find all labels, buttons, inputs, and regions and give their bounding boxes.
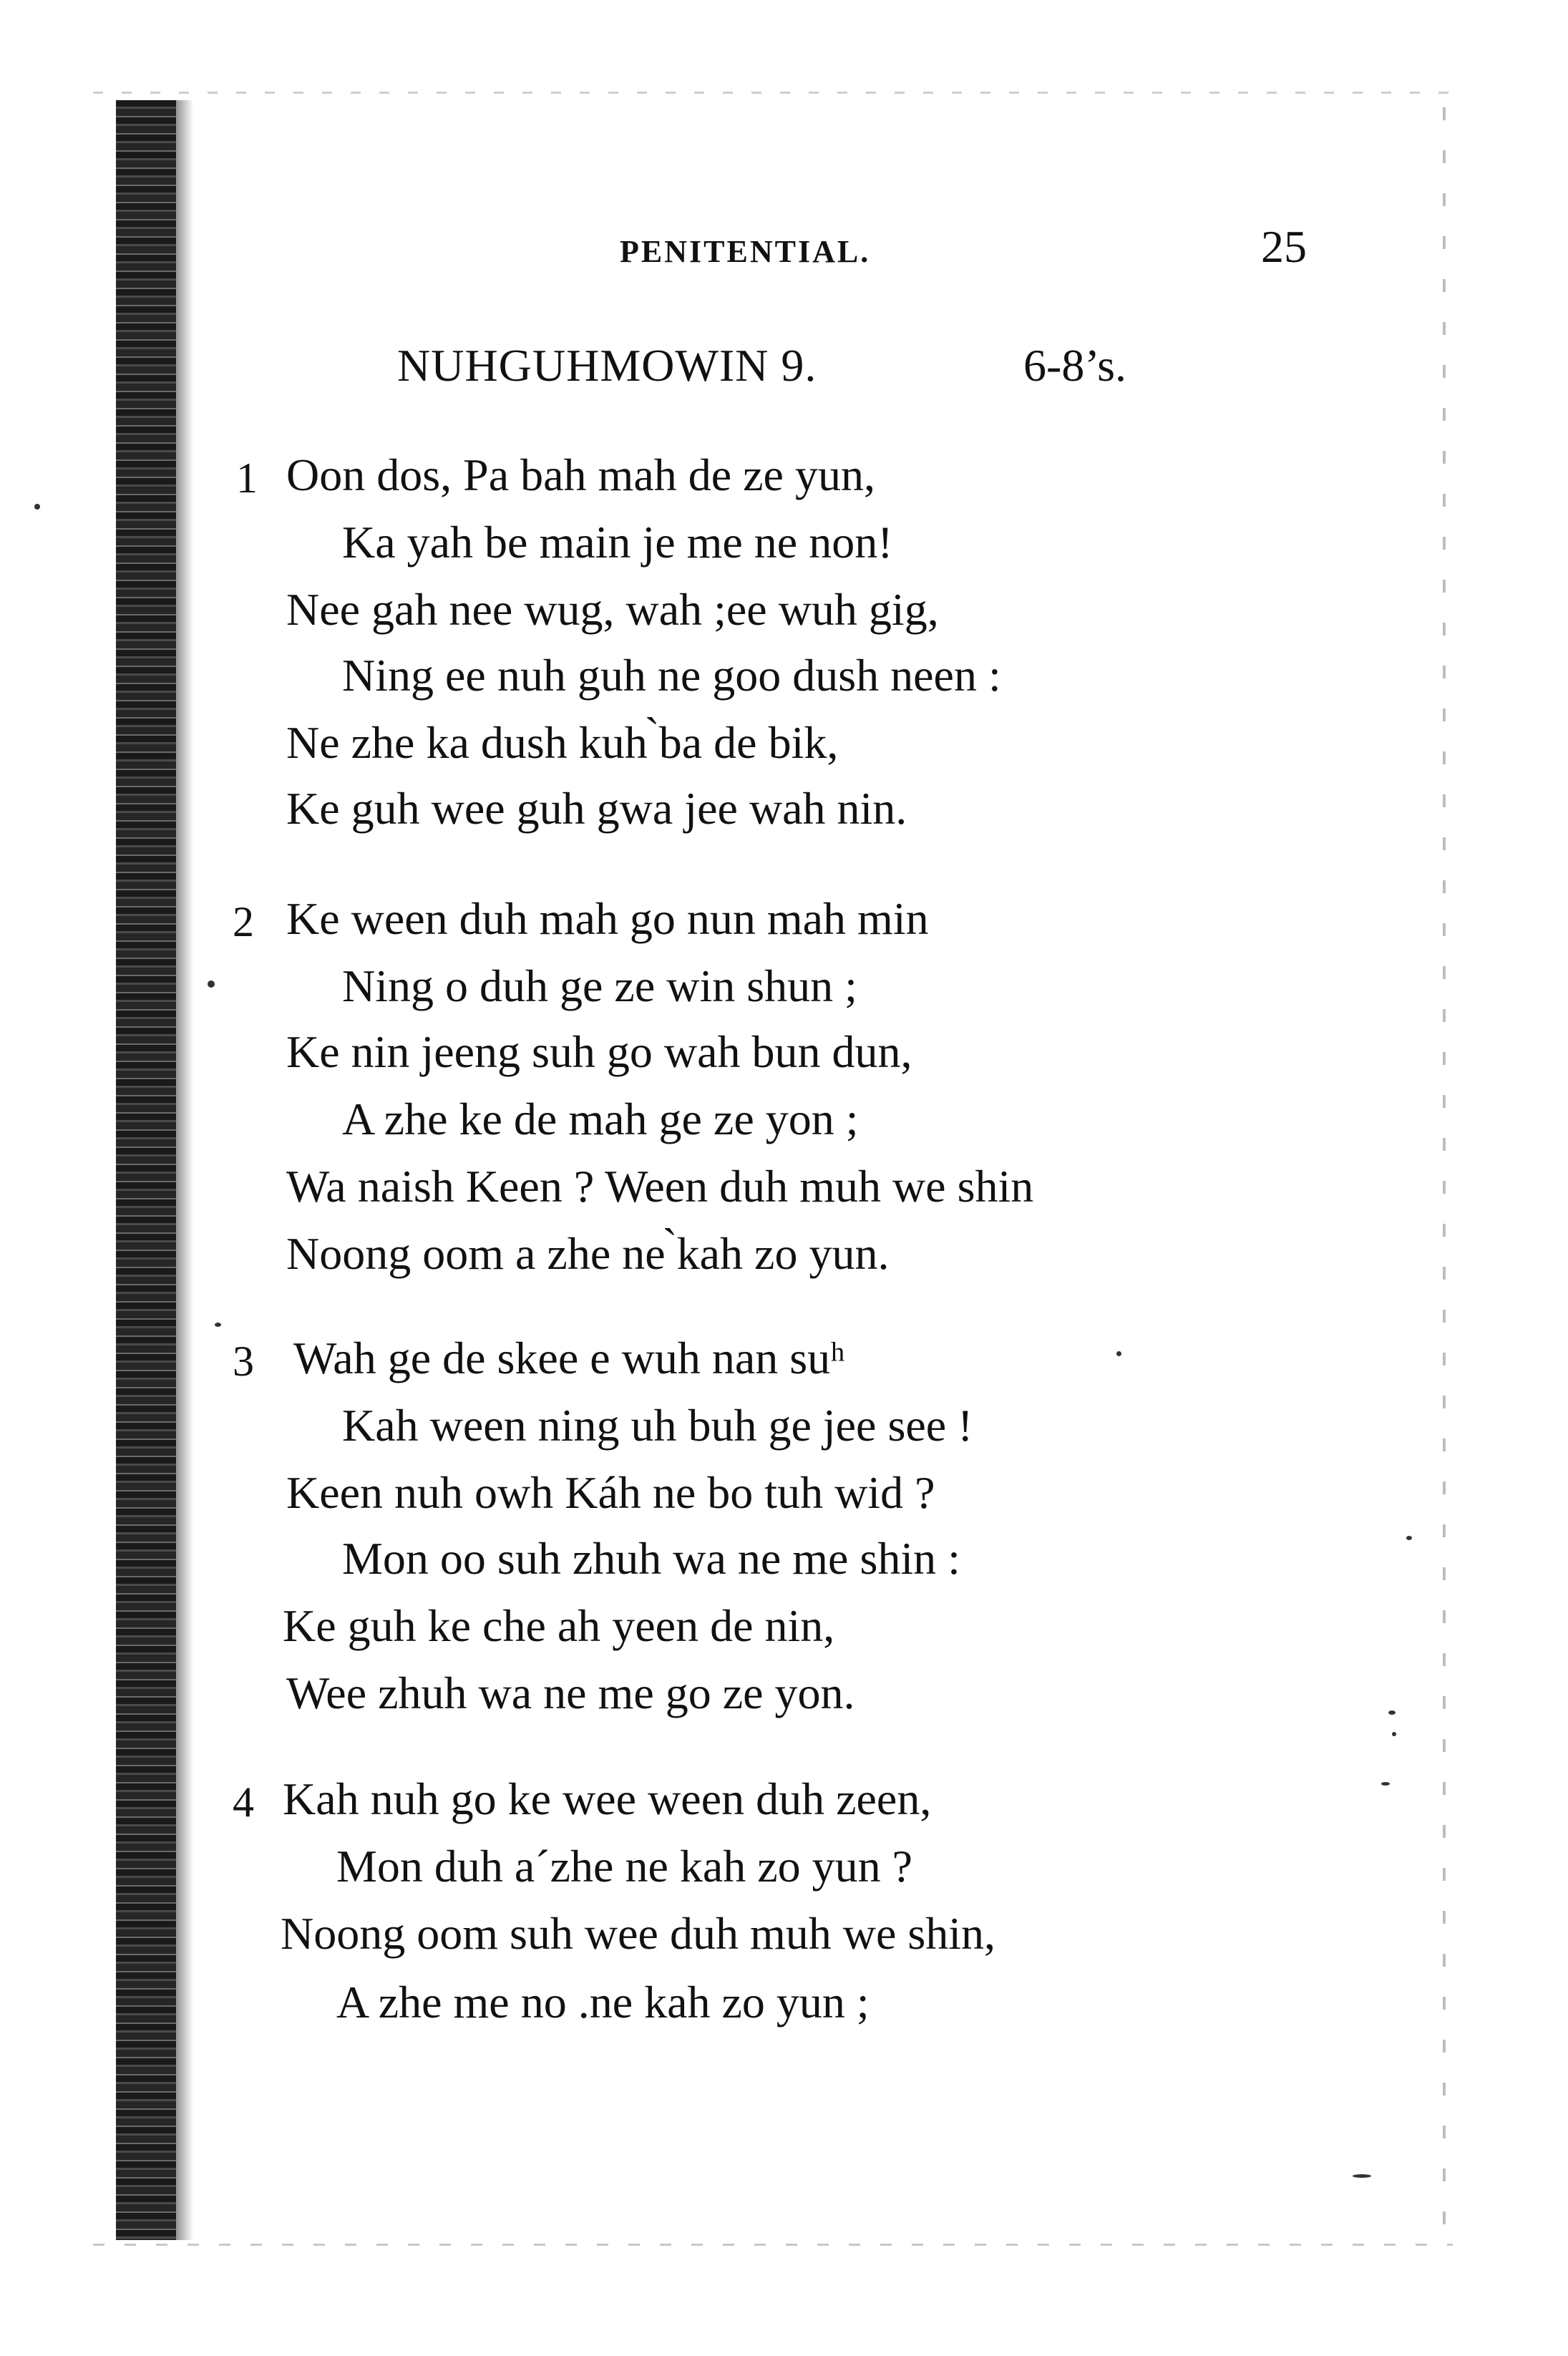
- stanza-number: 2: [233, 898, 254, 945]
- verse-line: Wa naish Keen ? Ween duh muh we shin: [286, 1161, 1034, 1212]
- verse-line: Ke nin jeeng suh go wah bun dun,: [286, 1026, 912, 1077]
- verse-line: Keen nuh owh Káh ne bo tuh wid ?: [286, 1467, 935, 1518]
- verse-line: Ke guh wee guh gwa jee wah nin.: [286, 783, 907, 834]
- verse-line: Wee zhuh wa ne me go ze yon.: [286, 1668, 855, 1718]
- verse-line: A zhe ke de mah ge ze yon ;: [342, 1094, 859, 1144]
- stanza-number: 3: [233, 1338, 254, 1385]
- verse-line: Noong oom a zhe ne ̀kah zo yun.: [286, 1228, 890, 1279]
- verse-line: Ning o duh ge ze win shun ;: [342, 960, 857, 1011]
- verse-line: Wah ge de skee e wuh nan suʰ: [293, 1333, 845, 1383]
- verse-line: Kah nuh go ke wee ween duh zeen,: [283, 1773, 932, 1824]
- verse-line: Nee gah nee wug, wah ;ee wuh gig,: [286, 584, 939, 635]
- binding-shadow: [176, 100, 193, 2240]
- stanza-number: 1: [236, 454, 258, 502]
- page-top-edge: [93, 92, 1453, 94]
- verse-line: Mon duh aˊzhe ne kah zo yun ?: [336, 1841, 913, 1892]
- running-head: PENITENTIAL.: [620, 234, 871, 269]
- verse-line: Mon oo suh zhuh wa ne me shin :: [342, 1533, 960, 1584]
- hymn-meter: 6-8’s.: [1023, 340, 1126, 391]
- page-number: 25: [1261, 221, 1307, 272]
- verse-line: A zhe me no .ne kah zo yun ;: [336, 1977, 870, 2028]
- book-binding-edge: [116, 100, 176, 2240]
- stanza-number: 4: [233, 1778, 254, 1826]
- verse-line: Noong oom suh wee duh muh we shin,: [281, 1908, 996, 1959]
- page-right-edge: [1443, 107, 1446, 2233]
- verse-line: Oon dos, Pa bah mah de ze yun,: [286, 449, 875, 500]
- verse-line: Ke ween duh mah go nun mah min: [286, 893, 929, 944]
- verse-line: Ne zhe ka dush kuh ̀ba de bik,: [286, 717, 839, 768]
- page-bottom-edge: [93, 2244, 1453, 2246]
- verse-line: Kah ween ning uh buh ge jee see !: [342, 1400, 973, 1451]
- hymn-title: NUHGUHMOWIN 9.: [397, 340, 817, 391]
- verse-line: Ka yah be main je me ne non!: [342, 517, 893, 568]
- verse-line: Ning ee nuh guh ne goo dush neen :: [342, 650, 1001, 701]
- verse-line: Ke guh ke che ah yeen de nin,: [283, 1600, 835, 1651]
